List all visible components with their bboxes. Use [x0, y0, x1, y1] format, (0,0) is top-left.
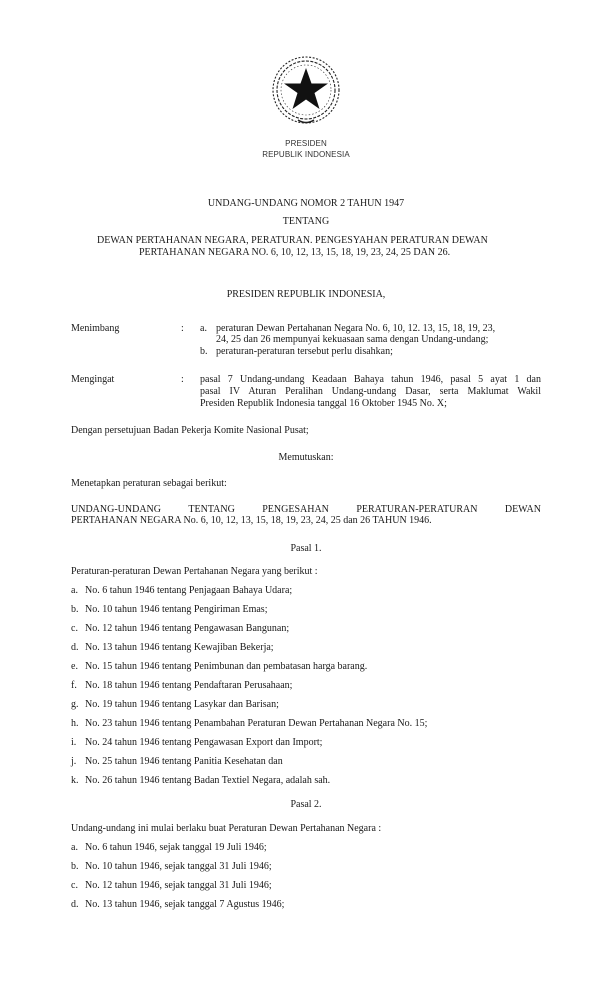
menimbang-b-marker: b.: [200, 346, 208, 357]
list-item: No. 26 tahun 1946 tentang Badan Textiel Negara, adalah sah.: [85, 775, 331, 786]
pasal-2-intro: Undang-undang ini mulai berlaku buat Peraturan Dewan Pertahanan Negara :: [71, 823, 382, 834]
list-item-marker: b.: [71, 604, 79, 615]
list-item-marker: a.: [71, 842, 78, 853]
document-title: UNDANG-UNDANG NOMOR 2 TAHUN 1947: [207, 198, 405, 209]
list-item: No. 13 tahun 1946, sejak tanggal 7 Agustus 1946;: [85, 899, 285, 910]
list-item: No. 25 tahun 1946 tentang Panitia Kesehatan dan: [85, 756, 283, 767]
persetujuan: Dengan persetujuan Badan Pekerja Komite Nasional Pusat;: [71, 425, 309, 436]
menimbang-a-line2: 24, 25 dan 26 mempunyai kekuasaan sama dengan Undang-undang;: [216, 334, 489, 345]
mengingat-label: Mengingat: [71, 374, 115, 385]
list-item-marker: d.: [71, 642, 79, 653]
menimbang-a-marker: a.: [200, 323, 207, 334]
list-item: No. 13 tahun 1946 tentang Kewajiban Bekerja;: [85, 642, 274, 653]
list-item-marker: a.: [71, 585, 78, 596]
pasal-1-intro: Peraturan-peraturan Dewan Pertahanan Negara yang berikut :: [71, 566, 318, 577]
header-line-republik: REPUBLIK INDONESIA: [262, 150, 350, 159]
list-item: No. 6 tahun 1946, sejak tanggal 19 Juli 1946;: [85, 842, 267, 853]
header-line-presiden: PRESIDEN: [285, 139, 327, 148]
list-item-marker: c.: [71, 880, 78, 891]
list-item-marker: d.: [71, 899, 79, 910]
list-item-marker: g.: [71, 699, 79, 710]
list-item: No. 6 tahun 1946 tentang Penjagaan Bahaya Udara;: [85, 585, 293, 596]
issuer: PRESIDEN REPUBLIK INDONESIA,: [226, 289, 386, 300]
list-item-marker: c.: [71, 623, 78, 634]
list-item-marker: j.: [71, 756, 77, 767]
menimbang-a-line1: peraturan Dewan Pertahanan Negara No. 6, 10, 12. 13, 15, 18, 19, 23,: [216, 323, 496, 334]
title-tentang: TENTANG: [282, 216, 330, 227]
list-item-marker: f.: [71, 680, 77, 691]
menetapkan: Menetapkan peraturan sebagai berikut:: [71, 478, 227, 489]
law-name-word: UNDANG-UNDANG: [71, 504, 161, 515]
menimbang-b-line1: peraturan-peraturan tersebut perlu disahkan;: [216, 346, 393, 357]
pasal-2-heading: Pasal 2.: [290, 799, 322, 810]
list-item: No. 23 tahun 1946 tentang Penambahan Peraturan Dewan Pertahanan Negara No. 15;: [85, 718, 428, 729]
list-item: No. 12 tahun 1946, sejak tanggal 31 Juli 1946;: [85, 880, 272, 891]
list-item: No. 10 tahun 1946, sejak tanggal 31 Juli 1946;: [85, 861, 272, 872]
law-name-line2: PERTAHANAN NEGARA No. 6, 10, 12, 13, 15, 18, 19, 23, 24, 25 dan 26 TAHUN 1946.: [71, 515, 432, 526]
menimbang-colon: :: [181, 323, 184, 334]
law-name-line1: [71, 504, 541, 515]
list-item-marker: h.: [71, 718, 79, 729]
law-name-word: TENTANG: [188, 504, 235, 515]
title-subject-line1: DEWAN PERTAHANAN NEGARA, PERATURAN. PENGESYAHAN PERATURAN DEWAN: [97, 235, 488, 246]
star-wreath-emblem-icon: [268, 52, 344, 128]
mengingat-line1: pasal 7 Undang-undang Keadaan Bahaya tahun 1946, pasal 5 ayat 1 dan: [200, 374, 541, 385]
title-subject-line2: PERTAHANAN NEGARA NO. 6, 10, 12, 13, 15, 18, 19, 23, 24, 25 DAN 26.: [139, 247, 451, 258]
list-item: No. 12 tahun 1946 tentang Pengawasan Bangunan;: [85, 623, 290, 634]
mengingat-line3: Presiden Republik Indonesia tanggal 16 Oktober 1945 No. X;: [200, 398, 447, 409]
list-item: No. 15 tahun 1946 tentang Penimbunan dan pembatasan harga barang.: [85, 661, 368, 672]
list-item-marker: b.: [71, 861, 79, 872]
law-name-word: DEWAN: [504, 504, 541, 515]
pasal-1-heading: Pasal 1.: [290, 543, 322, 554]
list-item: No. 19 tahun 1946 tentang Lasykar dan Barisan;: [85, 699, 279, 710]
mengingat-line2: pasal IV Aturan Peralihan Undang-undang Dasar, serta Maklumat Wakil: [200, 386, 541, 397]
list-item-marker: e.: [71, 661, 78, 672]
memutuskan: Memutuskan:: [278, 452, 334, 463]
list-item-marker: k.: [71, 775, 79, 786]
list-item: No. 18 tahun 1946 tentang Pendaftaran Perusahaan;: [85, 680, 293, 691]
law-name-word: PENGESAHAN: [262, 504, 329, 515]
list-item-marker: i.: [71, 737, 77, 748]
mengingat-colon: :: [181, 374, 184, 385]
list-item: No. 24 tahun 1946 tentang Pengawasan Export dan Import;: [85, 737, 323, 748]
law-name-word: PERATURAN-PERATURAN: [356, 504, 478, 515]
menimbang-label: Menimbang: [71, 323, 120, 334]
list-item: No. 10 tahun 1946 tentang Pengiriman Emas;: [85, 604, 268, 615]
